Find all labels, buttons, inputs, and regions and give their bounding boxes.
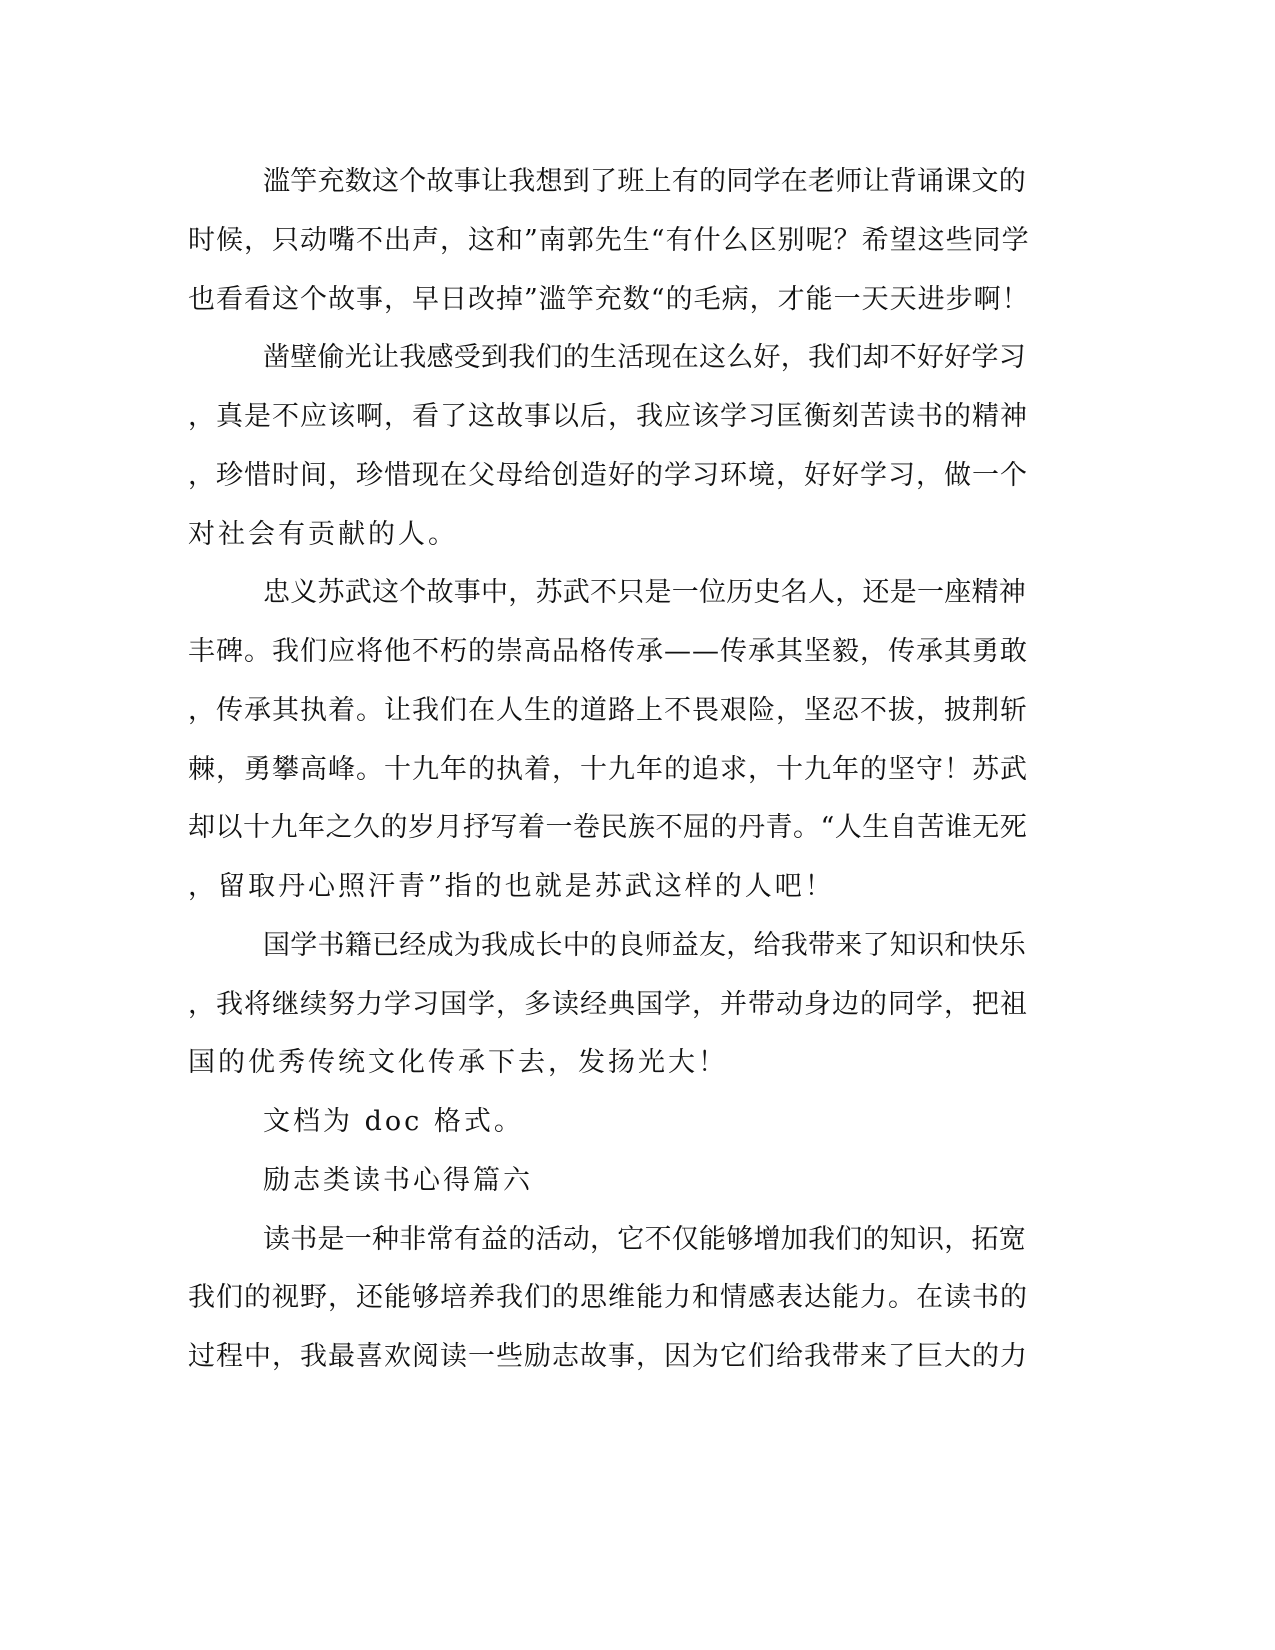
paragraph-line: 滥竽充数这个故事让我想到了班上有的同学在老师让背诵课文的: [263, 166, 1026, 197]
paragraph-line: ，我将继续努力学习国学，多读经典国学，并带动身边的同学，把祖: [188, 989, 1028, 1020]
paragraph-line: ，珍惜时间，珍惜现在父母给创造好的学习环境，好好学习，做一个: [188, 460, 1028, 491]
paragraph-line: 丰碑。我们应将他不朽的崇高品格传承——传承其坚毅，传承其勇敢: [188, 636, 1028, 667]
paragraph-line: 也看看这个故事，早日改掉”滥竽充数“的毛病，才能一天天进步啊！: [188, 284, 1030, 315]
paragraph-line: 忠义苏武这个故事中，苏武不只是一位历史名人，还是一座精神: [263, 577, 1026, 608]
paragraph-line: 却以十九年之久的岁月抒写着一卷民族不屈的丹青。“人生自苦谁无死: [188, 812, 1028, 843]
paragraph-line: ，传承其执着。让我们在人生的道路上不畏艰险，坚忍不拔，披荆斩: [188, 695, 1028, 726]
paragraph-line: 国的优秀传统文化传承下去，发扬光大！: [188, 1047, 728, 1078]
section-heading: 励志类读书心得篇六: [263, 1165, 533, 1196]
paragraph-line: 国学书籍已经成为我成长中的良师益友，给我带来了知识和快乐: [263, 930, 1026, 961]
paragraph-line: ，真是不应该啊，看了这故事以后，我应该学习匡衡刻苦读书的精神: [188, 401, 1028, 432]
paragraph-line: 文档为 doc 格式。: [263, 1106, 524, 1137]
paragraph-line: 凿壁偷光让我感受到我们的生活现在这么好，我们却不好好学习: [263, 342, 1026, 373]
paragraph-line: ，留取丹心照汗青”指的也就是苏武这样的人吧！: [188, 871, 835, 902]
paragraph-line: 棘，勇攀高峰。十九年的执着，十九年的追求，十九年的坚守！苏武: [188, 754, 1028, 785]
paragraph-line: 时候，只动嘴不出声，这和”南郭先生“有什么区别呢？希望这些同学: [188, 225, 1030, 256]
paragraph-line: 过程中，我最喜欢阅读一些励志故事，因为它们给我带来了巨大的力: [188, 1341, 1028, 1372]
paragraph-line: 对社会有贡献的人。: [188, 519, 458, 550]
paragraph-line: 读书是一种非常有益的活动，它不仅能够增加我们的知识，拓宽: [263, 1224, 1026, 1255]
paragraph-line: 我们的视野，还能够培养我们的思维能力和情感表达能力。在读书的: [188, 1282, 1028, 1313]
